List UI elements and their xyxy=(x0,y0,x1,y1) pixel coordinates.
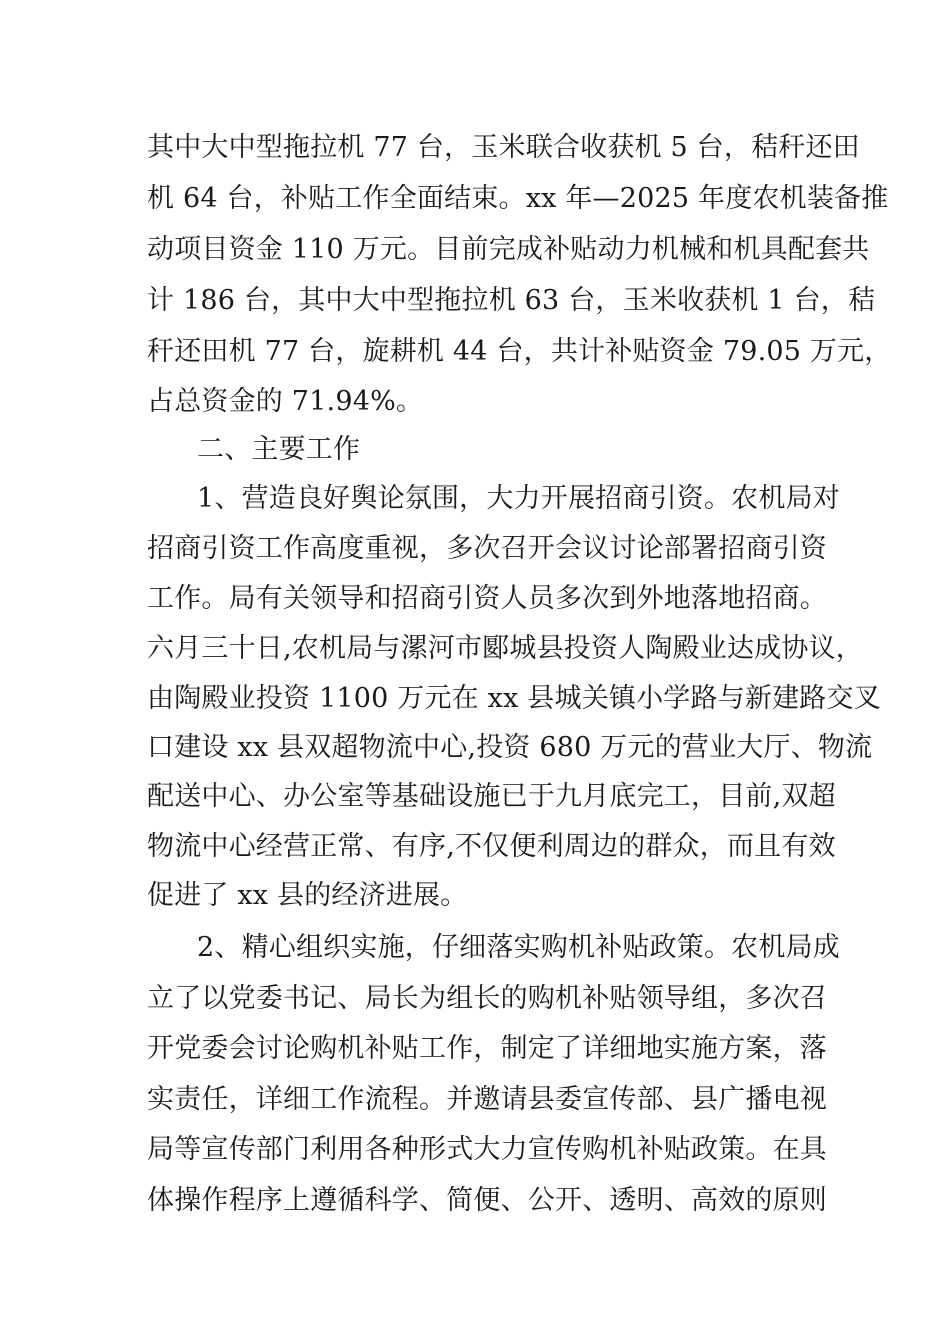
text-line: 体操作程序上遵循科学、简便、公开、透明、高效的原则 xyxy=(147,1185,827,1216)
text-line: 立了以党委书记、局长为组长的购机补贴领导组，多次召 xyxy=(147,983,827,1014)
paragraph-first-line: 2、精心组织实施，仔细落实购机补贴政策。农机局成 xyxy=(197,932,840,963)
text-line: 秆还田机 77 台，旋耕机 44 台，共计补贴资金 79.05 万元， xyxy=(147,336,892,367)
text-line: 配送中心、办公室等基础设施已于九月底完工，目前,双超 xyxy=(147,781,836,812)
text-line: 实责任，详细工作流程。并邀请县委宣传部、县广播电视 xyxy=(147,1084,827,1115)
paragraph-first-line: 1、营造良好舆论氛围，大力开展招商引资。农机局对 xyxy=(197,483,840,514)
text-line: 物流中心经营正常、有序,不仅便利周边的群众，而且有效 xyxy=(147,831,836,862)
text-line: 机 64 台，补贴工作全面结束。xx 年—2025 年度农机装备推 xyxy=(147,183,889,214)
text-line: 六月三十日,农机局与漯河市郾城县投资人陶殿业达成协议， xyxy=(147,633,863,664)
text-line: 其中大中型拖拉机 77 台，玉米联合收获机 5 台，秸秆还田 xyxy=(147,132,860,163)
section-heading: 二、主要工作 xyxy=(197,434,361,465)
text-line: 局等宣传部门利用各种形式大力宣传购机补贴政策。在具 xyxy=(147,1134,827,1165)
text-line: 开党委会讨论购机补贴工作，制定了详细地实施方案，落 xyxy=(147,1033,827,1064)
text-line: 占总资金的 71.94%。 xyxy=(147,386,424,417)
text-line: 口建设 xx 县双超物流中心,投资 680 万元的营业大厅、物流 xyxy=(147,732,873,763)
text-line: 招商引资工作高度重视，多次召开会议讨论部署招商引资 xyxy=(147,533,827,564)
text-line: 动项目资金 110 万元。目前完成补贴动力机械和机具配套共 xyxy=(147,234,870,265)
text-line: 促进了 xx 县的经济进展。 xyxy=(147,880,468,911)
text-line: 由陶殿业投资 1100 万元在 xx 县城关镇小学路与新建路交叉 xyxy=(147,683,881,714)
text-line: 计 186 台，其中大中型拖拉机 63 台，玉米收获机 1 台，秸 xyxy=(147,285,876,316)
text-line: 工作。局有关领导和招商引资人员多次到外地落地招商。 xyxy=(147,583,827,614)
